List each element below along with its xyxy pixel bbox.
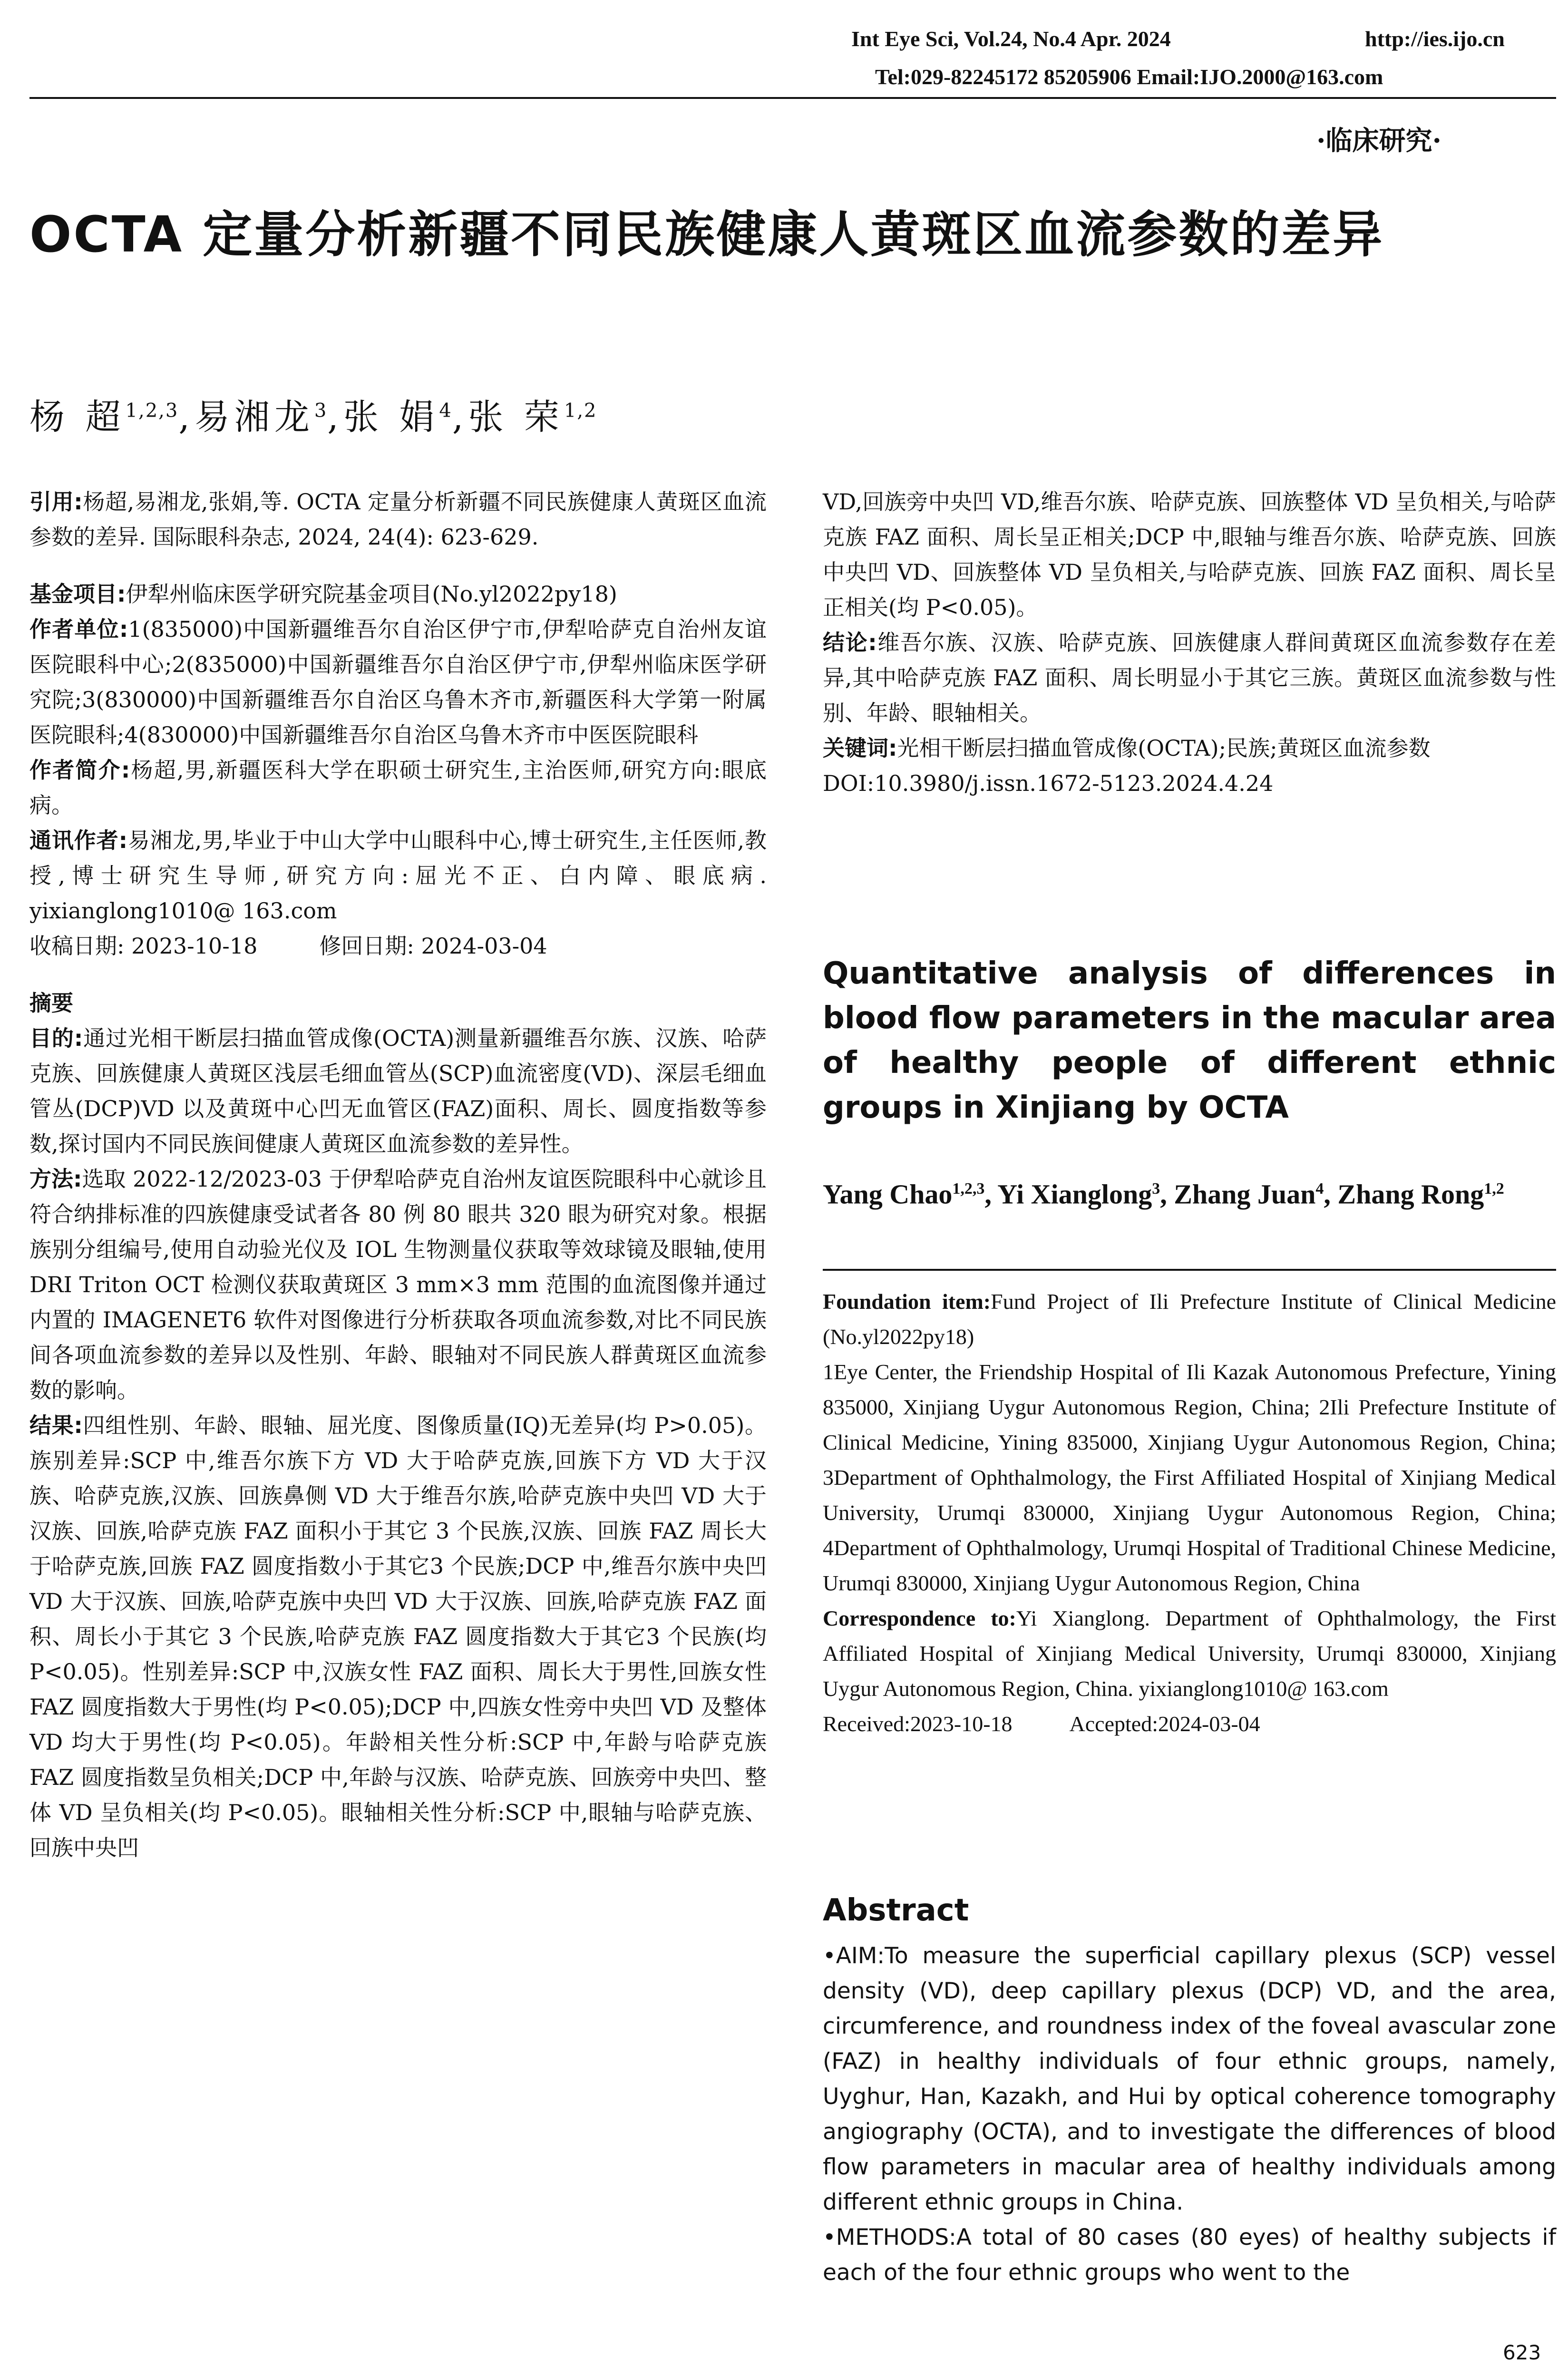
doi: DOI:10.3980/j.issn.1672-5123.2024.4.24 [823,770,1274,796]
foundation-label: Foundation item: [823,1289,991,1314]
author-2-affil: 3 [314,399,328,422]
abstract-heading-en: Abstract [823,1893,969,1928]
english-title: Quantitative analysis of differences in blood flow parameters in the macular area of healthy people of different ethnic groups in Xinjiang by OCTA [823,956,1556,1125]
journal-info: Int Eye Sci, Vol.24, No.4 Apr. 2024 [851,27,1171,51]
correspondence-text: Yi Xianglong. Department of Ophthalmology, the First Affiliated Hospital of Xinjiang Medical University, Urumqi 830000, Xinjiang Uygur Autonomous Region, China. yixianglong1010@ 163.com [823,1606,1556,1701]
author-3-affil: 4 [439,399,452,422]
conclusion-text: 维吾尔族、汉族、哈萨克族、回族健康人群间黄斑区血流参数存在差异,其中哈萨克族 FAZ 面积、周长明显小于其它三族。黄斑区血流参数与性别、年龄、眼轴相关。 [823,630,1556,726]
author-sep: , [327,397,343,438]
revised-date: 修回日期: 2024-03-04 [319,933,547,959]
author-en-4-affil: 1,2 [1484,1180,1504,1198]
fund [29,576,767,612]
methods-en-text: A total of 80 cases (80 eyes) of healthy subjects if each of the four ethnic groups who went to the [823,2224,1556,2286]
aim-label: 目的: [29,1025,83,1051]
abstract-methods-cn [29,1161,767,1408]
authors-cn [29,389,597,439]
abstract-aim-cn [29,1021,767,1161]
results-text: 四组性别、年龄、眼轴、屈光度、图像质量(IQ)无差异(均 P>0.05)。族别差异:SCP 中,维吾尔族下方 VD 大于哈萨克族,回族下方 VD 大于汉族、哈萨克族,汉族、回族鼻侧 VD 大于维吾尔族,哈萨克族中央凹 VD 大于汉族、回族,哈萨克族 FAZ 面积小于其它 3 个民族,汉族、回族 FAZ 周长大于哈萨克族,回族 FAZ 圆度指数小于其它3 个民族;DCP 中,维吾尔族中央凹 VD 大于汉族、回族,哈萨克族中央凹 VD 大于汉族、回族,哈萨克族 FAZ 面积、周长小于其它 3 个民族,哈萨克族 FAZ 圆度指数大于其它3 个民族(均 P<0.05)。性别差异:SCP 中,汉族女性 FAZ 面积、周长大于男性,回族女性 FAZ 圆度指数大于男性(均 P<0.05);DCP 中,四族女性旁中央凹 VD 及整体 VD 均大于男性(均 P<0.05)。年龄相关性分析:SCP 中,年龄与哈萨克族 FAZ 圆度指数呈负相关;DCP 中,年龄与汉族、哈萨克族、回族旁中央凹、整体 VD 呈负相关(均 P<0.05)。眼轴相关性分析:SCP 中,眼轴与哈萨克族、回族中央凹 [29,1413,767,1861]
author-sep: , [178,397,195,438]
abstract-aim-en [823,1939,1556,2220]
methods-text: 选取 2022-12/2023-03 于伊犁哈萨克自治州友谊医院眼科中心就诊且符合纳排标准的四族健康受试者各 80 例 80 眼共 320 眼为研究对象。根据族别分组编号,使用自动验光仪及 IOL 生物测量仪获取等效球镜及眼轴,使用 DRI Triton OCT 检测仪获取黄斑区 3 mm×3 mm 范围的血流图像并通过内置的 IMAGENET6 软件对图像进行分析获取各项血流参数,对比不同民族间各项血流参数的差异以及性别、年龄、眼轴对不同民族人群黄斑区血流参数的影响。 [29,1166,767,1403]
author-bio [29,752,767,823]
affiliations-en: 1Eye Center, the Friendship Hospital of Ili Kazak Autonomous Prefecture, Yining 835000, Xinjiang Uygur Autonomous Region, China; 2Ili Prefecture Institute of Clinical Medicine, Yining 835000, Xinjiang Uygur Autonomous Region, China; 3Department of Ophthalmology, the First Affiliated Hospital of Xinjiang Medical University, Urumqi 830000, Xinjiang Uygur Autonomous Region, China; 4Department of Ophthalmology, Urumqi Hospital of Traditional Chinese Medicine, Urumqi 830000, Xinjiang Uygur Autonomous Region, China [823,1360,1556,1595]
section-tag: ·临床研究· [1316,125,1441,156]
aim-en-label: •AIM: [823,1943,885,1969]
author-4: 张 荣 [468,397,564,438]
journal-contact: Tel:029-82245172 85205906 Email:IJO.2000@163.com [875,65,1383,89]
right-column-cn [823,484,1556,801]
fund-label: 基金项目: [29,581,126,607]
page-title: OCTA 定量分析新疆不同民族健康人黄斑区血流参数的差异 [29,205,1384,263]
author-en-2-affil: 3 [1152,1180,1160,1198]
authors-en [823,1169,1556,1214]
dates-en [823,1706,1556,1742]
methods-en-label: •METHODS: [823,2224,956,2250]
author-3: 张 娟 [343,397,439,438]
keywords-label: 关键词: [823,735,897,761]
page-number: 623 [1503,2341,1541,2364]
foundation-item [823,1284,1556,1354]
unit-label: 作者单位: [29,616,128,642]
corr-text: 易湘龙,男,毕业于中山大学中山眼科中心,博士研究生,主任医师,教授,博士研究生导师,研究方向:屈光不正、白内障、眼底病. yixianglong1010@ 163.com [29,828,767,924]
author-en-3: Zhang Juan [1174,1179,1316,1210]
conclusion-label: 结论: [823,630,877,655]
citation-text: 杨超,易湘龙,张娟,等. OCTA 定量分析新疆不同民族健康人黄斑区血流参数的差异. 国际眼科杂志, 2024, 24(4): 623-629. [29,489,767,550]
author-en-sep: , [984,1179,992,1210]
author-en-sep: , [1160,1179,1167,1210]
received-date: 收稿日期: 2023-10-18 [29,933,258,959]
bio-text: 杨超,男,新疆医科大学在职硕士研究生,主治医师,研究方向:眼底病。 [29,757,767,818]
aim-en-text: To measure the superficial capillary plexus (SCP) vessel density (VD), deep capillary plexus (DCP) VD, and the area, circumference, and roundness index of the foveal avascular zone (FAZ) in healthy individuals of four ethnic groups, namely, Uyghur, Han, Kazakh, and Hui by optical coherence tomography angiography (OCTA), and to investigate the differences of blood flow parameters in macular area of healthy individuals among different ethnic groups in China. [823,1943,1556,2215]
citation [29,484,767,555]
fund-text: 伊犁州临床医学研究院基金项目(No.yl2022py18) [126,581,617,607]
author-1: 杨 超 [29,397,126,438]
author-en-1-affil: 1,2,3 [952,1180,985,1198]
dates [29,928,767,964]
left-column [29,484,767,1865]
unit-text: 1(835000)中国新疆维吾尔自治区伊宁市,伊犁哈萨克自治州友谊医院眼科中心;2(835000)中国新疆维吾尔自治区伊宁市,伊犁州临床医学研究院;3(830000)中国新疆维吾尔自治区乌鲁木齐市,新疆医科大学第一附属医院眼科;4(830000)中国新疆维吾尔自治区乌鲁木齐市中医医院眼科 [29,616,767,748]
corr-label: 通讯作者: [29,828,128,853]
author-1-affil: 1,2,3 [125,399,179,422]
author-en-3-affil: 4 [1315,1180,1324,1198]
results-continued: VD,回族旁中央凹 VD,维吾尔族、哈萨克族、回族整体 VD 呈负相关,与哈萨克族 FAZ 面积、周长呈正相关;DCP 中,眼轴与维吾尔族、哈萨克族、回族中央凹 VD、回族整体 VD 呈负相关,与哈萨克族、回族 FAZ 面积、周长呈正相关(均 P<0.05)。 [823,489,1556,620]
english-front-matter [823,1284,1556,1742]
abstract-results-cn [29,1408,767,1865]
author-en-4: Zhang Rong [1337,1179,1484,1210]
header-rule [29,97,1556,99]
author-sep: , [452,397,468,438]
results-label: 结果: [29,1413,83,1438]
author-2: 易湘龙 [194,397,314,438]
keywords-text: 光相干断层扫描血管成像(OCTA);民族;黄斑区血流参数 [897,735,1431,761]
author-units [29,612,767,752]
methods-label: 方法: [29,1166,82,1192]
keywords [823,731,1556,766]
correspondence-en [823,1601,1556,1706]
author-en-2: Yi Xianglong [997,1179,1152,1210]
author-en-1: Yang Chao [823,1179,953,1210]
citation-label: 引用: [29,489,83,515]
bio-label: 作者简介: [29,757,130,783]
abstract-methods-en [823,2220,1556,2290]
journal-url: http://ies.ijo.cn [1365,27,1505,51]
accepted-en: Accepted:2024-03-04 [1069,1712,1260,1736]
abstract-en [823,1939,1556,2290]
author-en-sep: , [1324,1179,1331,1210]
aim-text: 通过光相干断层扫描血管成像(OCTA)测量新疆维吾尔族、汉族、哈萨克族、回族健康人黄斑区浅层毛细血管丛(SCP)血流密度(VD)、深层毛细血管丛(DCP)VD 以及黄斑中心凹无血管区(FAZ)面积、周长、圆度指数等参数,探讨国内不同民族间健康人黄斑区血流参数的差异性。 [29,1025,767,1157]
correspondence-label: Correspondence to: [823,1606,1016,1630]
corresponding-author [29,823,767,928]
received-en: Received:2023-10-18 [823,1712,1013,1736]
abstract-heading-cn: 摘要 [29,990,73,1016]
author-4-affil: 1,2 [564,399,597,422]
english-rule [823,1269,1556,1271]
abstract-conclusion-cn [823,625,1556,731]
foundation-text: Fund Project of Ili Prefecture Institute of Clinical Medicine (No.yl2022py18) [823,1289,1556,1349]
